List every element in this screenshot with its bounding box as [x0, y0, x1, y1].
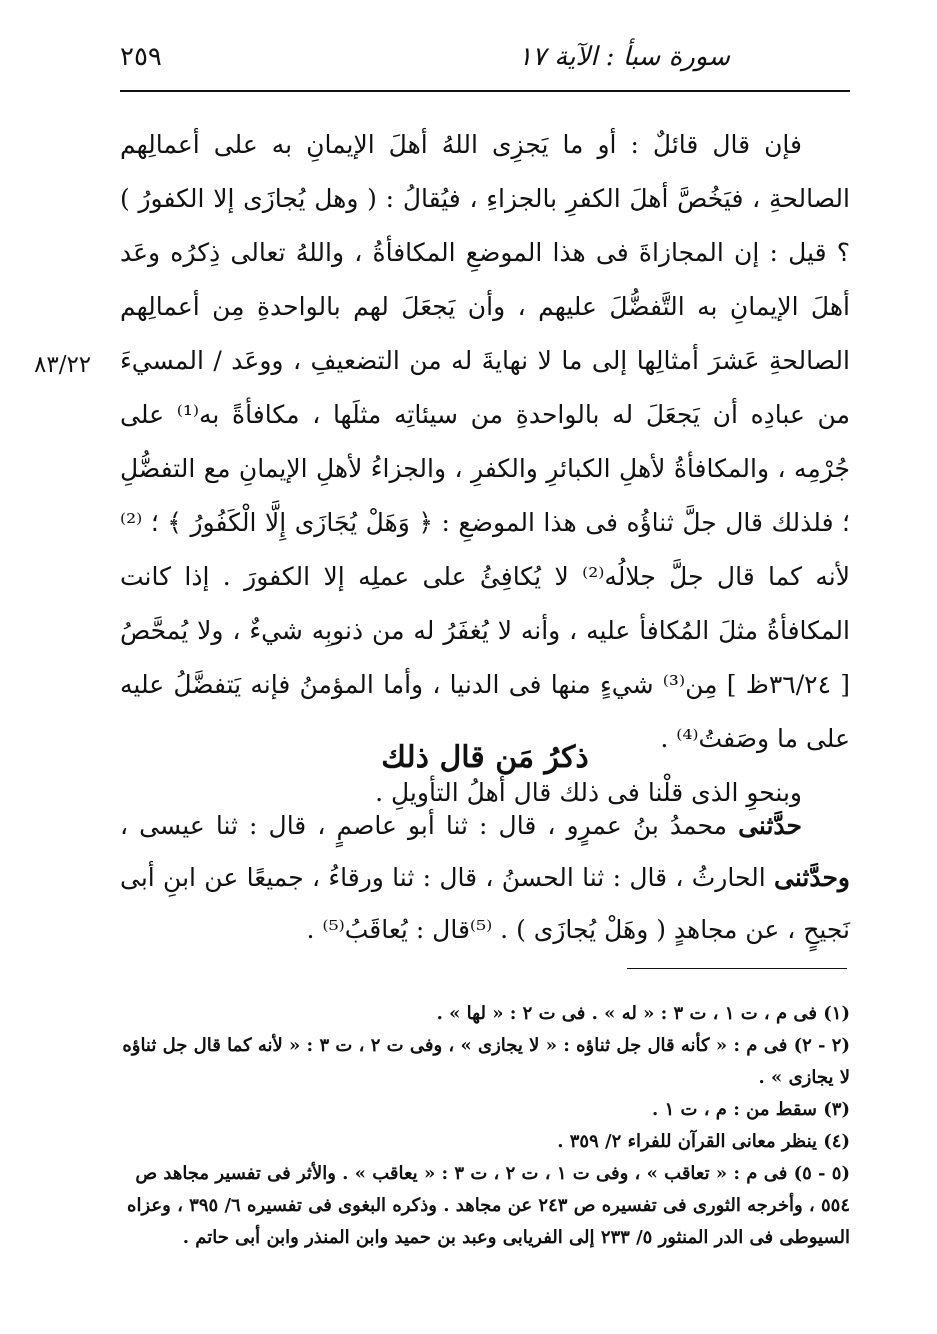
page-header — [120, 36, 850, 80]
hadith-text — [120, 800, 850, 956]
page-number: ٢٥٩ — [120, 42, 162, 72]
margin-reference: ٨٣/٢٢ — [34, 352, 92, 378]
footnote: (٣) سقط من : م ، ت ١ . — [652, 1099, 850, 1120]
section-heading: ذكرُ مَن قال ذلك — [381, 740, 589, 775]
footnote: (١) فى م ، ت ١ ، ت ٣ : « له » . فى ت ٢ : « لها » . — [436, 1003, 850, 1024]
main-text — [120, 118, 850, 820]
footnotes — [120, 998, 850, 1254]
header-divider — [120, 90, 850, 92]
footnote: (٥ - ٥) فى م : « تعاقب » ، وفى ت ١ ، ت ٢ ، ت ٣ : « يعاقب » . والأثر فى تفسير مجاهد ص ٥٥٤ ، وأخرجه الثورى فى تفسيره ص ٢٤٣ عن مجاهد . وذكره البغوى فى تفسيره ٦/ ٣٩٥ ، وعزاه السيوطى فى الدر المنثور ٥/ ٢٣٣ إلى الفريابى وعبد بن حميد وابن المنذر وابن أبى حاتم . — [127, 1163, 850, 1248]
body-paragraph: فإن قال قائلٌ : أو ما يَجزِى اللهُ أهلَ الإيمانِ به على أعمالِهم الصالحةِ ، فيَخُصَّ أهلَ الكفرِ بالجزاءِ ، فيُقالُ : ( وهل يُجازَى إلا الكفورُ ) ؟ قيل : إن المجازاةَ فى هذا الموضعِ المكافأةُ ، واللهُ تعالى ذِكرُه وعَد أهلَ الإيمانِ به التَّفضُّلَ عليهم ، وأن يَجعَلَ لهم بالواحدةِ مِن أعمالِهم الصالحةِ عَشرَ أمثالِها إلى ما لا نهايةَ له من التضعيفِ ، ووعَد / المسيءَ من عبادِه أن يَجعَلَ له بالواحدةِ من سيئاتِه مثلَها ، مكافأةً به⁽¹⁾ على جُرْمِه ، والمكافأةُ لأهلِ الكبائرِ والكفرِ ، والجزاءُ لأهلِ الإيمانِ مع التفضُّلِ ؛ فلذلك قال جلَّ ثناؤُه فى هذا الموضعِ : ﴿ وَهَلْ يُجَازَى إِلَّا الْكَفُورُ ﴾ ؛ ⁽²⁾لأنه كما قال جلَّ جلالُه⁽²⁾ لا يُكافِئُ على عملِه إلا الكفورَ . إذا كانت المكافأةُ مثلَ المُكافأ عليه ، وأنه لا يُغفَرُ له من ذنوبِه شيءٌ ، ولا يُمحَّصُ [ ٣٦/٢٤ظ ] مِن⁽³⁾ شيءٍ منها فى الدنيا ، وأما المؤمنُ فإنه يَتفضَّلُ عليه على ما وصَفتُ⁽⁴⁾ . — [120, 130, 851, 753]
body-paragraph: وبنحوِ الذى قلْنا فى ذلك قال أهلُ التأويلِ . — [375, 778, 802, 807]
running-title: سورة سبأ : الآية ١٧ — [518, 42, 730, 72]
footnote: (٢ - ٢) فى م : « كأنه قال جل ثناؤه : « لا يجازى » ، وفى ت ٢ ، ت ٣ : « لأنه كما قال جل ثناؤه لا يجازى » . — [122, 1035, 850, 1088]
hadith-paragraph — [120, 800, 850, 956]
hadith-lead-2: وحدَّثنى — [774, 863, 850, 892]
hadith-chain: محمدُ بنُ عمرٍو ، قال : ثنا أبو عاصمٍ ، قال : ثنا عيسى ، — [120, 811, 739, 840]
hadith-chain-2: الحارثُ ، قال : ثنا الحسنُ ، قال : ثنا ورقاءُ ، جميعًا عن ابنِ أبى نَجيحٍ ، عن مجاهدٍ ( وهَلْ يُجازَى ) . ⁽⁵⁾قال : يُعاقَبُ⁽⁵⁾ . — [120, 863, 850, 944]
footnote: (٤) ينظر معانى القرآن للفراء ٢/ ٣٥٩ . — [557, 1131, 850, 1152]
hadith-lead: حدَّثنى — [738, 811, 802, 840]
footnote-divider — [627, 968, 847, 969]
